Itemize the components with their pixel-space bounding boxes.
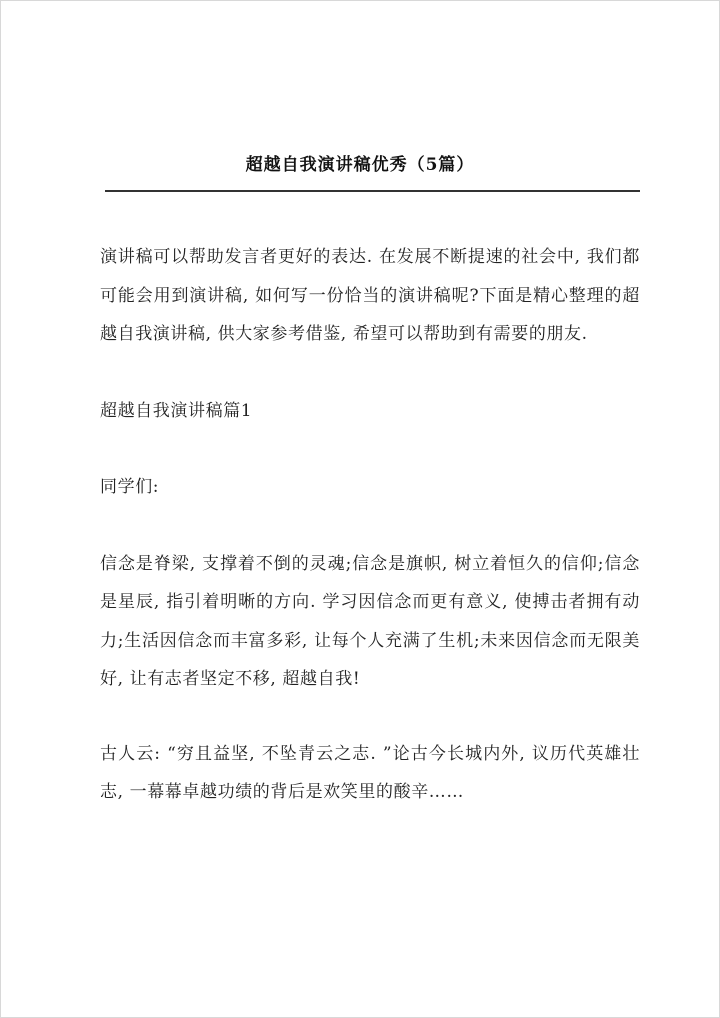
section-heading: 超越自我演讲稿篇1 (100, 400, 253, 421)
body-paragraph: 信念是脊梁, 支撑着不倒的灵魂;信念是旗帜, 树立着恒久的信仰;信念是星辰, 指引着明晰的方向. 学习因信念而更有意义, 使搏击者拥有动力;生活因信念而丰富多彩, 让每个人充满了生机;未来因信念而无限美好, 让有志者坚定不移, 超越自我! (100, 553, 640, 689)
document-title: 超越自我演讲稿优秀（5篇） (245, 155, 475, 175)
body-paragraph: 古人云: “穷且益坚, 不坠青云之志. ”论古今长城内外, 议历代英雄壮志, 一幕幕卓越功绩的背后是欢笑里的酸辛…… (100, 743, 640, 802)
intro-paragraph: 演讲稿可以帮助发言者更好的表达. 在发展不断提速的社会中, 我们都可能会用到演讲稿, 如何写一份恰当的演讲稿呢?下面是精心整理的超越自我演讲稿, 供大家参考借鉴, 希望可以帮助到有需要的朋友. (100, 247, 640, 344)
document-body (100, 238, 640, 812)
salutation: 同学们: (100, 477, 160, 497)
title-underline (105, 190, 640, 192)
